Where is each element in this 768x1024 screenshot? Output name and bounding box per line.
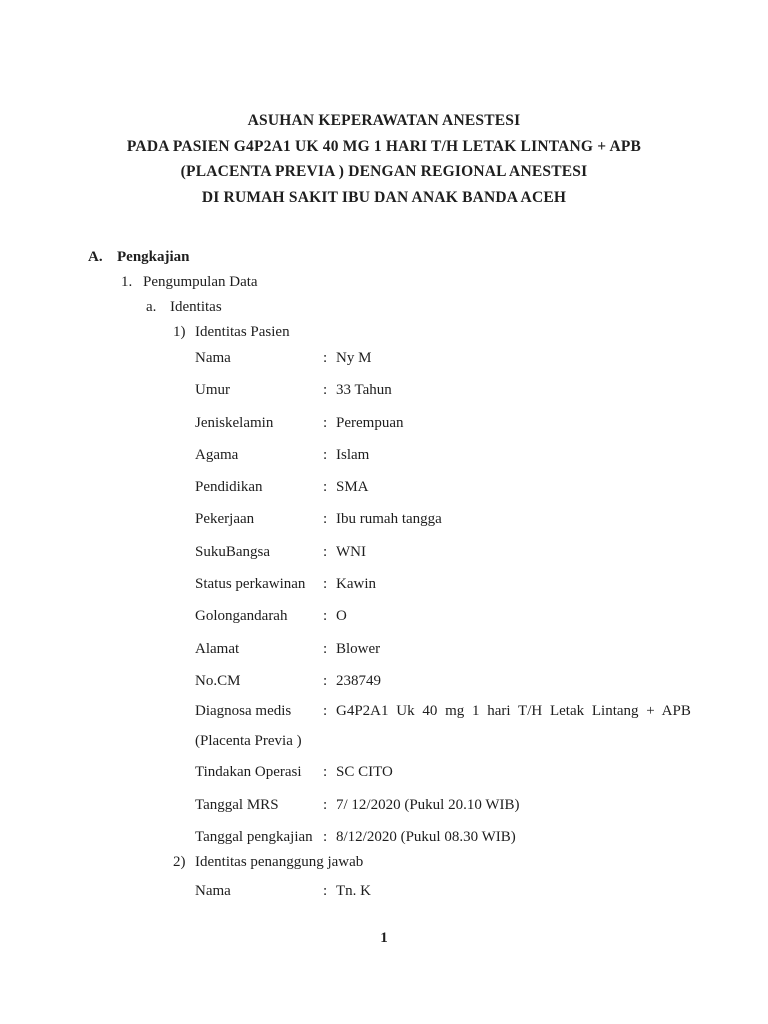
field-colon: : xyxy=(323,828,328,845)
title-line-1: ASUHAN KEPERAWATAN ANESTESI xyxy=(247,112,521,129)
field-row-tanggal-mrs xyxy=(195,789,695,821)
field-row-pekerjaan xyxy=(195,503,695,535)
field-row-pendidikan xyxy=(195,471,695,503)
field-row-alamat xyxy=(195,633,695,665)
field-colon: : xyxy=(323,479,328,496)
field-value: SC CITO xyxy=(336,764,393,781)
heading-identitas-penanggung-jawab-label: Identitas penanggung jawab xyxy=(195,854,364,870)
field-row-status-perkawinan xyxy=(195,568,695,600)
field-label: SukuBangsa xyxy=(195,543,270,560)
heading-identitas-penanggung-jawab xyxy=(173,853,363,871)
field-value: Kawin xyxy=(336,576,376,593)
field-colon: : xyxy=(323,608,328,625)
field-value: Blower xyxy=(336,640,381,657)
field-label: Jeniskelamin xyxy=(195,414,274,431)
field-value: Ny M xyxy=(336,350,372,366)
field-colon: : xyxy=(323,576,328,593)
field-colon: : xyxy=(323,883,328,899)
field-label: Nama xyxy=(195,883,231,899)
heading-pengumpulan-data-marker: 1. xyxy=(121,274,133,290)
field-row-umur xyxy=(195,374,695,406)
field-colon: : xyxy=(323,350,328,366)
field-label: Tindakan Operasi xyxy=(195,764,302,781)
field-label: Alamat xyxy=(195,640,240,657)
document-title xyxy=(0,108,768,211)
field-value: 8/12/2020 (Pukul 08.30 WIB) xyxy=(336,828,516,845)
field-label: Status perkawinan xyxy=(195,576,306,593)
heading-identitas-pasien xyxy=(173,323,290,341)
field-colon: : xyxy=(323,640,328,657)
heading-identitas-penanggung-jawab-marker: 2) xyxy=(173,854,186,870)
field-value: WNI xyxy=(336,543,366,560)
field-value: Islam xyxy=(336,446,370,463)
heading-identitas-pasien-marker: 1) xyxy=(173,324,186,340)
field-row-tanggal-pengkajian xyxy=(195,821,695,853)
diagnosa-line-1 xyxy=(195,697,695,727)
field-row-jeniskelamin xyxy=(195,407,695,439)
field-colon: : xyxy=(323,703,328,720)
field-label: Umur xyxy=(195,382,230,399)
heading-pengkajian-marker: A. xyxy=(88,249,103,265)
field-label: Diagnosa medis xyxy=(195,703,292,720)
field-value: Perempuan xyxy=(336,414,404,431)
heading-pengumpulan-data-label: Pengumpulan Data xyxy=(143,274,258,290)
field-value: SMA xyxy=(336,479,369,496)
field-value: 33 Tahun xyxy=(336,382,392,399)
field-row-agama xyxy=(195,439,695,471)
field-row-golongandarah xyxy=(195,600,695,632)
field-colon: : xyxy=(323,414,328,431)
patient-identity-fields xyxy=(195,342,695,853)
field-colon: : xyxy=(323,382,328,399)
field-row-no-cm xyxy=(195,665,695,697)
heading-pengkajian-label: Pengkajian xyxy=(117,249,190,265)
field-row-guardian-nama xyxy=(195,881,371,901)
field-colon: : xyxy=(323,446,328,463)
field-value: 238749 xyxy=(336,672,381,689)
heading-pengkajian xyxy=(88,248,190,266)
field-value: O xyxy=(336,608,347,625)
field-value: Ibu rumah tangga xyxy=(336,511,442,528)
field-label: Golongandarah xyxy=(195,608,288,625)
field-colon: : xyxy=(323,764,328,781)
field-row-sukubangsa xyxy=(195,536,695,568)
field-value: Tn. K xyxy=(336,883,371,899)
heading-identitas xyxy=(146,298,222,316)
field-colon: : xyxy=(323,672,328,689)
title-line-4: DI RUMAH SAKIT IBU DAN ANAK BANDA ACEH xyxy=(201,189,567,207)
field-label: Nama xyxy=(195,350,231,366)
field-row-diagnosa-medis xyxy=(195,697,695,756)
field-value: 7/ 12/2020 (Pukul 20.10 WIB) xyxy=(336,796,520,813)
field-colon: : xyxy=(323,543,328,560)
field-label: No.CM xyxy=(195,672,241,689)
field-label: Tanggal pengkajian xyxy=(195,828,313,845)
field-label: Pendidikan xyxy=(195,479,263,496)
diagnosa-line-2 xyxy=(195,727,695,757)
title-line-2: PADA PASIEN G4P2A1 UK 40 MG 1 HARI T/H LETAK LINTANG + APB xyxy=(126,137,642,155)
field-colon: : xyxy=(323,511,328,528)
heading-pengumpulan-data xyxy=(121,273,258,291)
heading-identitas-pasien-label: Identitas Pasien xyxy=(195,324,290,340)
field-colon: : xyxy=(323,796,328,813)
field-value-continuation: (Placenta Previa ) xyxy=(195,732,302,749)
field-row-nama xyxy=(195,342,695,374)
field-label: Agama xyxy=(195,446,239,463)
heading-identitas-label: Identitas xyxy=(170,299,222,315)
field-label: Pekerjaan xyxy=(195,511,255,528)
page-number: 1 xyxy=(380,930,388,946)
field-label: Tanggal MRS xyxy=(195,796,279,813)
title-line-3: (PLACENTA PREVIA ) DENGAN REGIONAL ANESTESI xyxy=(180,163,588,181)
field-value: G4P2A1 Uk 40 mg 1 hari T/H Letak Lintang + APB xyxy=(336,703,691,720)
field-row-tindakan-operasi xyxy=(195,756,695,788)
heading-identitas-marker: a. xyxy=(146,299,157,315)
